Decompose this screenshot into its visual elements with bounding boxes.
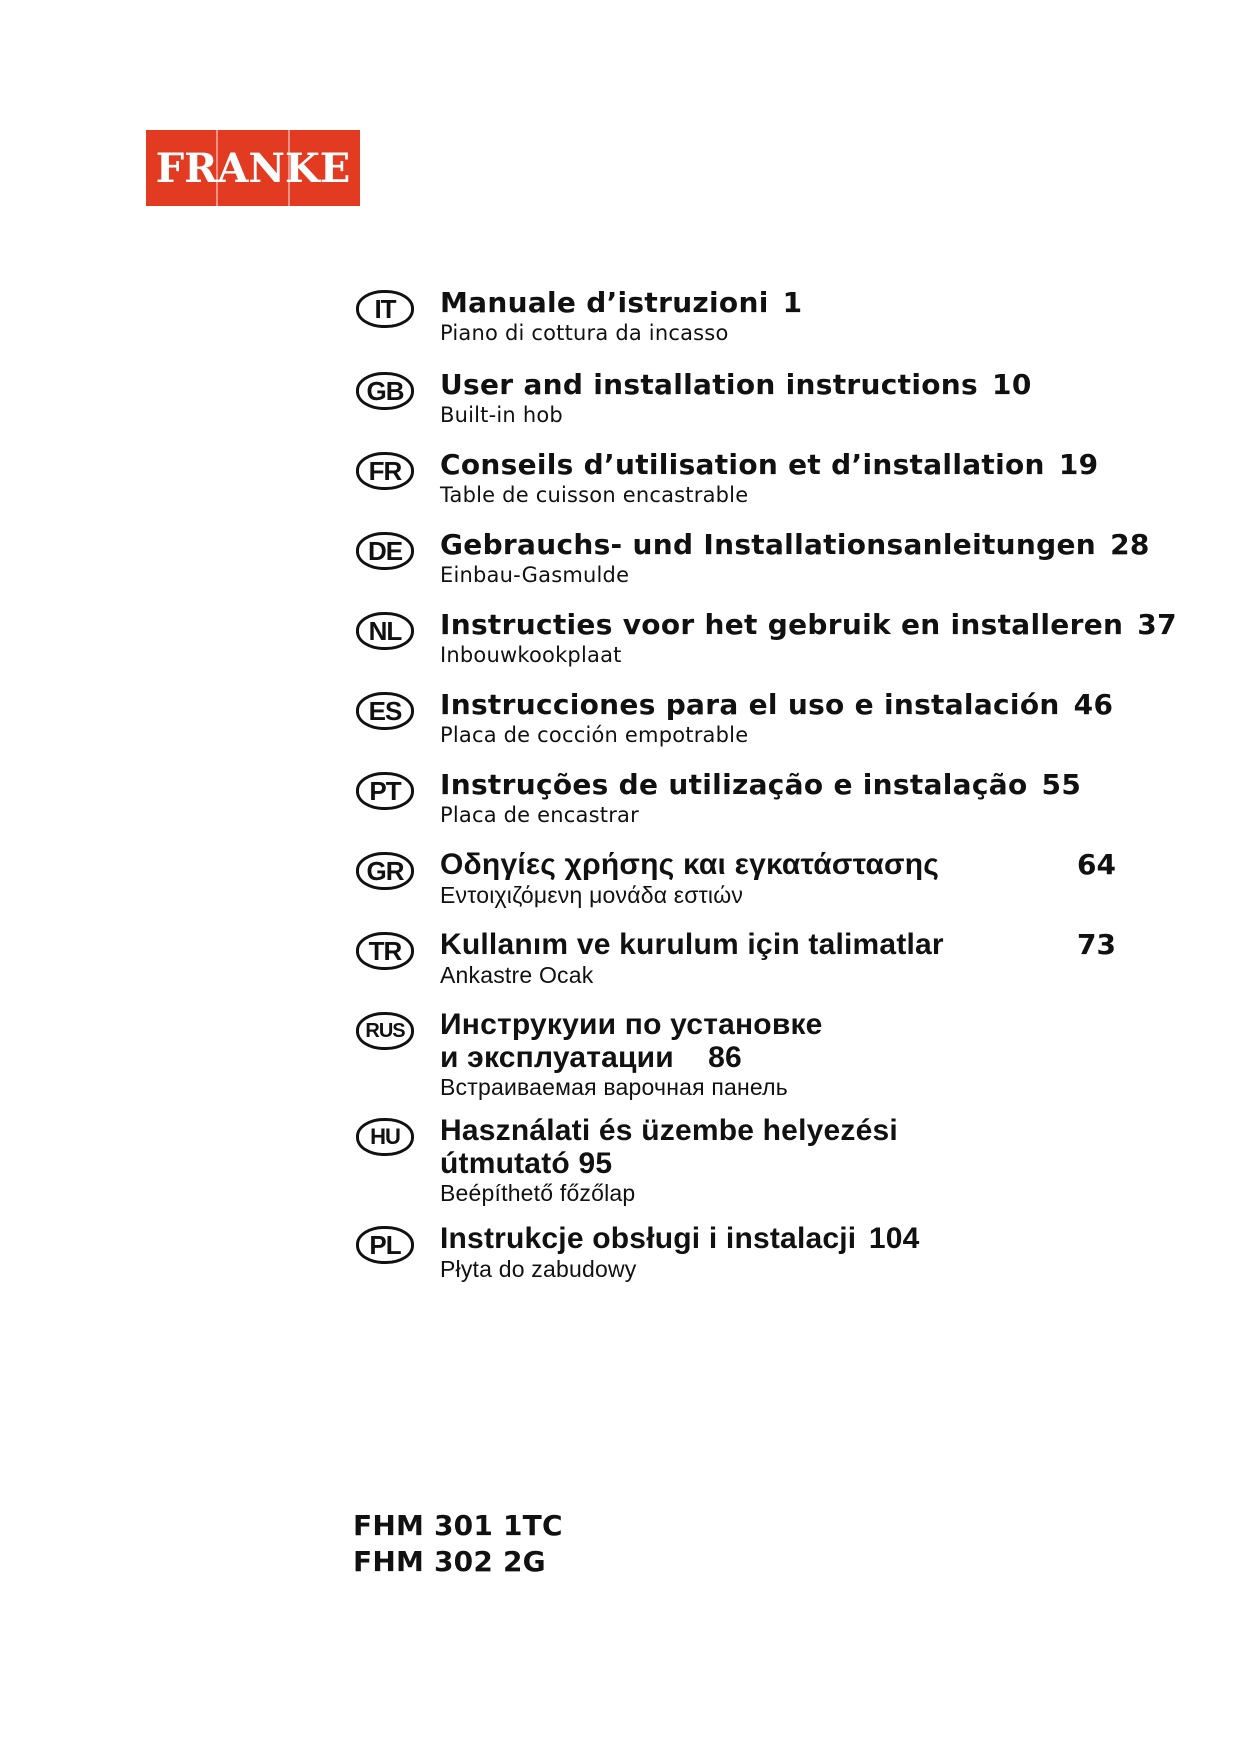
toc-title: Kullanım ve kurulum için talimatlar — [440, 928, 944, 961]
toc-title: Instrucciones para el uso e instalación 46 — [440, 688, 1114, 721]
toc-title: Manuale d’istruzioni 1 — [440, 286, 803, 319]
toc-subtitle: Inbouwkookplaat — [440, 643, 622, 667]
toc-subtitle: Beépíthető főzőlap — [440, 1180, 636, 1206]
toc-title: Gebrauchs- und Installationsanleitungen 28 — [440, 528, 1150, 561]
page-number: 46 — [1073, 688, 1114, 721]
language-badge-gb: GB — [356, 372, 414, 410]
toc-title: Conseils d’utilisation et d’installation 19 — [440, 448, 1099, 481]
toc-entry-fr — [356, 448, 1098, 508]
toc-heading-row — [440, 928, 1116, 962]
toc-heading-row — [440, 848, 1116, 882]
language-badge-gr: GR — [356, 852, 414, 890]
toc-subtitle: Εντοιχιζόμενη μονάδα εστιών — [440, 882, 744, 908]
model-numbers — [353, 1508, 563, 1580]
model-number: FHM 301 1TC — [353, 1509, 563, 1542]
toc-title: Instruções de utilização e instalação 55 — [440, 768, 1082, 801]
toc-title: Инструкуии по установке и эксплуатации 86 — [440, 1008, 823, 1074]
toc-title: Használati és üzembe helyezési útmutató 95 — [440, 1114, 898, 1180]
toc-title: Instructies voor het gebruik en installeren 37 — [440, 608, 1177, 641]
language-badge-fr: FR — [356, 452, 414, 490]
logo-text: FRANKE — [155, 145, 351, 192]
model-number: FHM 302 2G — [353, 1545, 546, 1578]
page-number: 28 — [1110, 528, 1150, 561]
toc-subtitle: Table de cuisson encastrable — [440, 483, 749, 507]
toc-entry-hu — [356, 1114, 898, 1206]
toc-entry-nl — [356, 608, 1177, 668]
page-number: 1 — [782, 286, 803, 319]
page-number: 10 — [992, 368, 1032, 401]
toc-title: User and installation instructions 10 — [440, 368, 1032, 401]
page-number: 104 — [868, 1222, 920, 1255]
page-number: 19 — [1058, 448, 1099, 481]
page-number: 64 — [1077, 848, 1116, 881]
toc-entry-de — [356, 528, 1150, 588]
toc-subtitle: Встраиваемая варочная панель — [440, 1074, 788, 1100]
toc-entry-es — [356, 688, 1113, 748]
toc-title: Οδηγίες χρήσης και εγκατάστασης — [440, 848, 940, 881]
toc-subtitle: Placa de encastrar — [440, 803, 639, 827]
toc-subtitle: Piano di cottura da incasso — [440, 321, 729, 345]
toc-entry-it — [356, 286, 802, 346]
language-badge-tr: TR — [356, 932, 414, 970]
toc-subtitle: Placa de cocción empotrable — [440, 723, 749, 747]
language-badge-es: ES — [356, 692, 414, 730]
franke-logo — [146, 130, 360, 206]
toc-title: Instrukcje obsługi i instalacji 104 — [440, 1222, 920, 1255]
page-number: 73 — [1077, 928, 1116, 961]
page-number: 95 — [578, 1147, 613, 1180]
toc-entry-gr — [356, 848, 1116, 908]
franke-logo-graphic — [146, 130, 360, 206]
language-badge-hu: HU — [356, 1118, 414, 1156]
language-badge-de: DE — [356, 532, 414, 570]
toc-subtitle: Płyta do zabudowy — [440, 1256, 637, 1282]
toc-entry-pl — [356, 1222, 920, 1282]
page-number: 55 — [1041, 768, 1082, 801]
toc-subtitle: Built-in hob — [440, 403, 563, 427]
language-badge-pt: PT — [356, 772, 414, 810]
page-number: 86 — [708, 1041, 742, 1074]
page-number: 37 — [1137, 608, 1177, 641]
language-badge-rus: RUS — [356, 1012, 414, 1050]
language-badge-pl: PL — [356, 1226, 414, 1264]
toc-entry-rus — [356, 1008, 823, 1100]
toc-entry-pt — [356, 768, 1081, 828]
toc-subtitle: Ankastre Ocak — [440, 962, 594, 988]
language-badge-it: IT — [356, 290, 414, 328]
toc-entry-gb — [356, 368, 1032, 428]
toc-subtitle: Einbau-Gasmulde — [440, 563, 630, 587]
language-badge-nl: NL — [356, 612, 414, 650]
toc-entry-tr — [356, 928, 1116, 988]
